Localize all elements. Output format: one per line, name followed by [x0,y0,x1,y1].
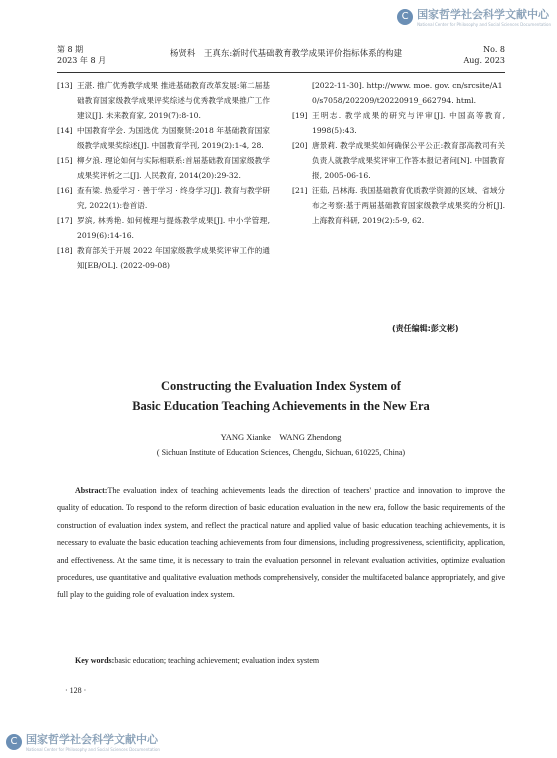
responsible-editor: (责任编辑:彭文彬) [392,324,459,333]
reference-item [57,78,270,123]
watermark-subtitle: National Center for Philosophy and Social Sciences Documentation [417,22,551,27]
watermark-name: 国家哲学社会科学文献中心 [26,733,158,746]
reference-number: [21] [292,186,308,195]
keywords-text: basic education; teaching achievement; evaluation index system [114,656,320,665]
reference-text: 教育部关于开展 2022 年国家级教学成果奖评审工作的通知[EB/OL]. (2022-09-08) [77,246,270,270]
reference-text: 查有梁. 热爱学习 · 善于学习 · 终身学习[J]. 教育与教学研究, 2022(1):卷首语. [77,186,270,210]
references-left-column [57,78,270,273]
reference-number: [16] [57,186,73,195]
page-number: · 128 · [65,686,87,695]
reference-text: 唐景莉. 教学成果奖如何确保公平公正:教育部高教司有关负责人就教学成果奖评审工作答本报记者问[N]. 中国教育报, 2005-06-16. [312,141,505,180]
reference-number: [17] [57,216,73,225]
running-header [57,38,505,73]
watermark-name: 国家哲学社会科学文献中心 [417,8,550,21]
reference-item [57,183,270,213]
header-issue-cn: 第 8 期 2023 年 8 月 [57,45,107,65]
reference-text: 柳夕浪. 理论如何与实际相联系:首届基础教育国家级教学成果奖评析之二[J]. 人民教育, 2014(20):29-32. [77,156,270,180]
reference-item [57,243,270,273]
reference-number: [20] [292,141,308,150]
english-title: Constructing the Evaluation Index System of Basic Education Teaching Achievements in the New Era [132,379,430,413]
journal-page [57,38,505,728]
reference-item [57,153,270,183]
reference-text: 中国教育学会. 为国选优 为国聚贤:2018 年基础教育国家级教学成果奖综述[J]. 中国教育学刊, 2019(2):1-4, 28. [77,126,270,150]
reference-item [292,183,505,228]
reference-item [57,213,270,243]
reference-number: [15] [57,156,73,165]
watermark-bottom [6,731,160,752]
english-authors: YANG Xianke WANG Zhendong [220,432,342,442]
reference-text: 罗滨, 林秀艳. 如何梳理与提炼教学成果[J]. 中小学管理, 2019(6):14-16. [77,216,270,240]
reference-text: 王明志. 教学成果的研究与评审[J]. 中国高等教育, 1998(5):43. [312,111,505,135]
keywords-label: Key words: [75,656,115,665]
english-keywords [75,656,505,665]
reference-number: [13] [57,81,73,90]
watermark-top [397,6,551,27]
header-issue-en: No. 8 Aug. 2023 [463,45,505,65]
reference-number: [19] [292,111,308,120]
reference-text: 汪茹, 吕林海. 我国基础教育优质教学资源的区域、省域分布之考察:基于两届基础教育国家级教学成果奖的分析[J]. 上海教育科研, 2019(2):5-9, 62. [312,186,505,225]
reference-item [292,108,505,138]
reference-continuation: [2022-11-30]. http://www. moe. gov. cn/srcsite/A10/s7058/202209/t20220919_662794. html. [312,81,503,105]
watermark-subtitle: National Center for Philosophy and Social Sciences Documentation [26,747,160,752]
references-right-column [292,78,505,228]
english-affiliation: ( Sichuan Institute of Education Sciences, Chengdu, Sichuan, 610225, China) [156,448,406,457]
header-article-title: 杨贤科 王真东:新时代基础教育教学成果评价指标体系的构建 [169,49,403,59]
reference-text: 王湛. 推广优秀教学成果 推进基础教育改革发展:第二届基础教育国家级教学成果评奖综述与优秀教学成果推广工作建议[J]. 未来教育家, 2019(7):8-10. [77,81,270,120]
abstract-text: The evaluation index of teaching achievements leads the direction of teachers' practice and innovation to improve the quality of education. To respond to the reform direction of basic education evaluation in the new era, follow the basic requirements of the construction of evaluation index system, and reflect the practical nature and applied value of basic education teaching achievements, it is necessary to evaluate the basic education teaching achievements from four dimensions, including progressiveness, scientificity, application, and effectiveness. At the same time, it is necessary to train the evaluation personnel in relevant evaluation activities, optimize evaluation procedures, use quantitative and qualitative evaluation methods comprehensively, consider the multifaceted balance appropriately, and give full play to the guiding role of evaluation index system. [57,486,505,600]
english-abstract [57,482,505,604]
reference-item [292,138,505,183]
abstract-label: Abstract: [75,486,108,495]
watermark-logo-icon: C [6,734,22,750]
reference-number: [14] [57,126,73,135]
reference-number: [18] [57,246,73,255]
reference-item [57,123,270,153]
watermark-logo-icon: C [397,9,413,25]
